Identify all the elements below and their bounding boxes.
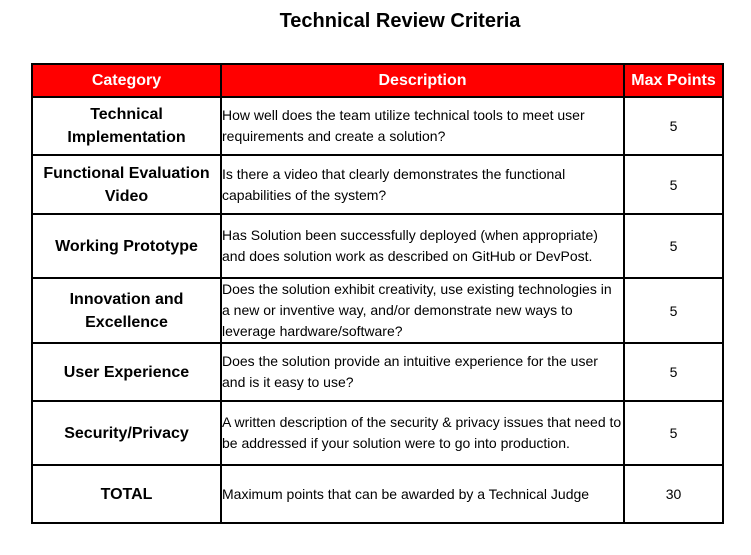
table-row (32, 214, 723, 278)
total-points: 30 (624, 465, 723, 523)
header-category: Category (32, 64, 221, 97)
row-points: 5 (624, 97, 723, 155)
table-row (32, 155, 723, 214)
row-category: User Experience (32, 343, 221, 401)
row-description: Does the solution provide an intuitive experience for the user and is it easy to use? (221, 343, 624, 401)
total-label: TOTAL (32, 465, 221, 523)
row-description: Has Solution been successfully deployed (when appropriate) and does solution work as described on GitHub or DevPost. (221, 214, 624, 278)
table-header-row (32, 64, 723, 97)
row-category: Functional Evaluation Video (32, 155, 221, 214)
table-row (32, 97, 723, 155)
header-description: Description (221, 64, 624, 97)
table-row-total (32, 465, 723, 523)
row-category: Working Prototype (32, 214, 221, 278)
row-points: 5 (624, 343, 723, 401)
row-description: Is there a video that clearly demonstrates the functional capabilities of the system? (221, 155, 624, 214)
row-points: 5 (624, 214, 723, 278)
row-category: Technical Implementation (32, 97, 221, 155)
row-category: Innovation and Excellence (32, 278, 221, 343)
row-category: Security/Privacy (32, 401, 221, 465)
table-row (32, 278, 723, 343)
row-points: 5 (624, 401, 723, 465)
row-description: Does the solution exhibit creativity, use existing technologies in a new or inventive way, and/or demonstrate new ways to leverage hardware/software? (221, 278, 624, 343)
row-description: A written description of the security & privacy issues that need to be addressed if your solution were to go into production. (221, 401, 624, 465)
row-points: 5 (624, 155, 723, 214)
row-description: How well does the team utilize technical tools to meet user requirements and create a solution? (221, 97, 624, 155)
table-row (32, 343, 723, 401)
total-description: Maximum points that can be awarded by a Technical Judge (221, 465, 624, 523)
criteria-table (31, 63, 724, 524)
table-row (32, 401, 723, 465)
page-title: Technical Review Criteria (279, 10, 521, 32)
header-max-points: Max Points (624, 64, 723, 97)
row-points: 5 (624, 278, 723, 343)
